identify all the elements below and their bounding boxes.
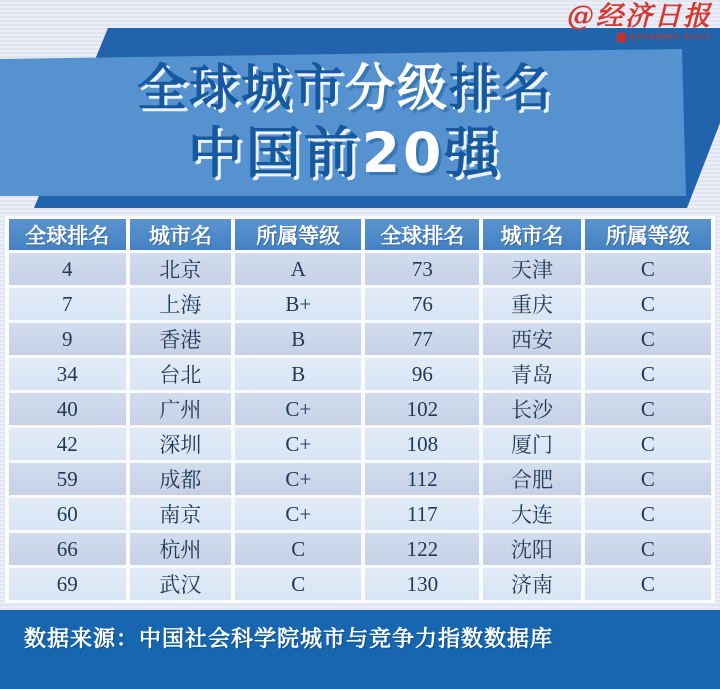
ranking-table-wrap <box>5 216 715 603</box>
table-cell: 台北 <box>130 358 232 390</box>
table-cell: C <box>585 323 711 355</box>
table-row <box>9 498 711 530</box>
table-cell: C <box>585 533 711 565</box>
table-row <box>9 533 711 565</box>
table-cell: 武汉 <box>130 568 232 600</box>
table-cell: 112 <box>365 463 479 495</box>
header-city-name-left: 城市名 <box>130 219 232 250</box>
data-source-note: 数据来源：中国社会科学院城市与竞争力指数数据库 <box>24 627 554 652</box>
header-global-rank-left: 全球排名 <box>9 219 126 250</box>
table-cell: 59 <box>9 463 126 495</box>
ranking-table <box>5 216 715 603</box>
table-cell: 76 <box>365 288 479 320</box>
title-segment: 分级 <box>345 59 449 117</box>
table-cell: 40 <box>9 393 126 425</box>
table-cell: 4 <box>9 253 126 285</box>
table-row <box>9 253 711 285</box>
table-cell: 深圳 <box>130 428 232 460</box>
table-cell: C+ <box>235 498 361 530</box>
table-cell: 上海 <box>130 288 232 320</box>
table-cell: 合肥 <box>483 463 581 495</box>
table-cell: 9 <box>9 323 126 355</box>
table-row <box>9 393 711 425</box>
table-row <box>9 323 711 355</box>
table-cell: 77 <box>365 323 479 355</box>
table-cell: C+ <box>235 428 361 460</box>
table-cell: C+ <box>235 463 361 495</box>
title-segment: 中国前 <box>187 121 362 185</box>
table-cell: B+ <box>235 288 361 320</box>
table-cell: 108 <box>365 428 479 460</box>
table-cell: C <box>585 253 711 285</box>
title-segment: 全球城市 <box>137 59 345 117</box>
header-city-name-right: 城市名 <box>483 219 581 250</box>
table-cell: 香港 <box>130 323 232 355</box>
table-cell: 130 <box>365 568 479 600</box>
table-row <box>9 288 711 320</box>
table-cell: 南京 <box>130 498 232 530</box>
table-cell: C <box>585 568 711 600</box>
table-cell: 杭州 <box>130 533 232 565</box>
table-cell: B <box>235 358 361 390</box>
table-cell: 广州 <box>130 393 232 425</box>
table-cell: A <box>235 253 361 285</box>
table-cell: 大连 <box>483 498 581 530</box>
table-cell: 长沙 <box>483 393 581 425</box>
table-cell: 厦门 <box>483 428 581 460</box>
publisher-logo <box>567 2 712 42</box>
table-row <box>9 428 711 460</box>
table-cell: 成都 <box>130 463 232 495</box>
table-cell: C <box>585 393 711 425</box>
table-cell: C <box>235 568 361 600</box>
table-cell: 60 <box>9 498 126 530</box>
publisher-handle: @经济日报 <box>567 1 712 32</box>
title-line-2 <box>0 120 690 186</box>
page-title <box>0 56 690 186</box>
table-cell: 117 <box>365 498 479 530</box>
table-cell: 济南 <box>483 568 581 600</box>
table-cell: C <box>585 428 711 460</box>
table-row <box>9 568 711 600</box>
table-cell: 重庆 <box>483 288 581 320</box>
table-cell: 沈阳 <box>483 533 581 565</box>
header-grade-right: 所属等级 <box>585 219 711 250</box>
table-cell: 7 <box>9 288 126 320</box>
table-cell: C+ <box>235 393 361 425</box>
table-cell: 青岛 <box>483 358 581 390</box>
title-line-1 <box>0 56 690 120</box>
table-row <box>9 358 711 390</box>
table-cell: 天津 <box>483 253 581 285</box>
table-cell: 66 <box>9 533 126 565</box>
table-cell: C <box>585 498 711 530</box>
table-cell: C <box>585 463 711 495</box>
title-segment: 排名 <box>449 59 553 117</box>
table-cell: 北京 <box>130 253 232 285</box>
table-cell: 122 <box>365 533 479 565</box>
publisher-subtitle: ECONOMIC DAILY <box>630 34 712 41</box>
header-global-rank-right: 全球排名 <box>365 219 479 250</box>
table-row <box>9 463 711 495</box>
table-cell: 西安 <box>483 323 581 355</box>
table-cell: 73 <box>365 253 479 285</box>
publisher-subtitle-row <box>567 33 712 42</box>
header-grade-left: 所属等级 <box>235 219 361 250</box>
table-cell: B <box>235 323 361 355</box>
table-cell: 34 <box>9 358 126 390</box>
footer-bar <box>0 610 720 689</box>
table-cell: 69 <box>9 568 126 600</box>
table-cell: 102 <box>365 393 479 425</box>
title-segment: 20 <box>361 121 445 185</box>
table-header-row <box>9 219 711 250</box>
red-square-icon <box>617 33 626 42</box>
table-cell: C <box>585 358 711 390</box>
table-cell: C <box>585 288 711 320</box>
table-cell: C <box>235 533 361 565</box>
table-cell: 96 <box>365 358 479 390</box>
table-cell: 42 <box>9 428 126 460</box>
title-segment: 强 <box>444 121 503 185</box>
